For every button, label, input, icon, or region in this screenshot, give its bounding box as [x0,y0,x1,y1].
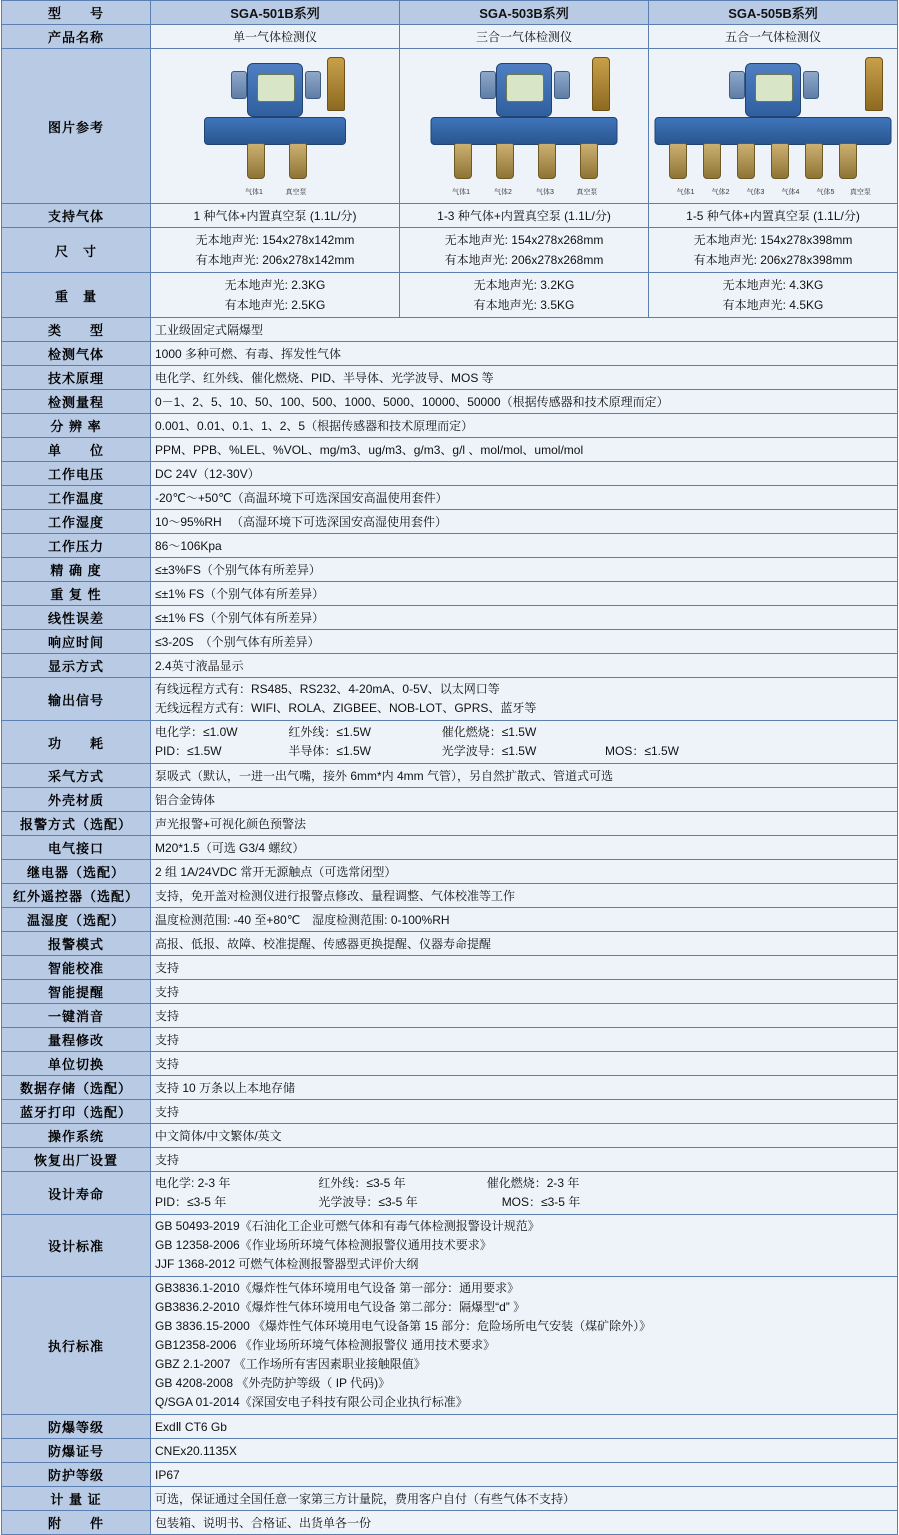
row-label-work-humidity: 工作湿度 [2,510,151,534]
accuracy-value: ≤±3%FS（个别气体有所差异） [151,558,898,582]
repeat-value: ≤±1% FS（个别气体有所差异） [151,582,898,606]
row-label-ex-level: 防爆等级 [2,1415,151,1439]
size-line: 无本地声光: 154x278x142mm [195,233,355,247]
display-value: 2.4英寸液晶显示 [151,654,898,678]
sensor-probe-icon [771,143,789,179]
row-label-temp-humi-opt: 温湿度（选配） [2,908,151,932]
row-label-smart-remind: 智能提醒 [2,980,151,1004]
life-val: 2-3 年 [546,1176,580,1190]
detector-side-cap-icon [803,71,819,99]
table-row-design-standard [2,1215,898,1277]
caption-text: 气体3 [746,189,765,196]
row-label-output: 输出信号 [2,678,151,721]
life-key: 电化学: [155,1176,198,1190]
table-row-sampling [2,764,898,788]
model-col-1: SGA-501B系列 [151,1,400,25]
power-val: ≤1.0W [203,725,238,739]
table-row-smart-calibration [2,956,898,980]
row-label-product-name: 产品名称 [2,25,151,49]
sampling-value: 泵吸式（默认，一进一出气嘴，接外 6mm*内 4mm 气管），另自然扩散式、管道式可选 [151,764,898,788]
voltage-value: DC 24V（12-30V） [151,462,898,486]
row-label-detect-gas: 检测气体 [2,342,151,366]
table-row-metrology-cert [2,1487,898,1511]
power-val: ≤1.5W [336,725,371,739]
table-row-range [2,390,898,414]
power-val: ≤1.5W [644,744,679,758]
sensor-probe-icon [703,143,721,179]
row-label-alarm-mode: 报警模式 [2,932,151,956]
manifold-bar-icon [655,117,892,145]
table-row-support-gas [2,204,898,228]
design-life-value [151,1172,898,1215]
metrology-cert-value: 可选，保证通过全国任意一家第三方计量院，费用客户自付（有些气体不支持） [151,1487,898,1511]
table-row-protection-level [2,1463,898,1487]
temp-humi-opt-value: 温度检测范围: -40 至+80℃ 湿度检测范围: 0-100%RH [151,908,898,932]
device-image-3 [649,49,898,204]
life-item [318,1174,483,1193]
sensor-probe-icon [289,143,307,179]
life-val: ≤3-5 年 [541,1195,581,1209]
table-row-bluetooth-print-opt [2,1100,898,1124]
support-gas-1: 1 种气体+内置真空泵 (1.1L/分) [151,204,400,228]
table-row-factory-reset [2,1148,898,1172]
spec-table [1,0,898,1535]
life-val: 2-3 年 [197,1176,231,1190]
power-key: MOS： [605,744,645,758]
table-row-work-pressure [2,534,898,558]
row-label-sampling: 采气方式 [2,764,151,788]
row-label-support-gas: 支持气体 [2,204,151,228]
table-row-product-name [2,25,898,49]
power-item [155,723,285,742]
life-item [155,1193,315,1212]
row-label-display: 显示方式 [2,654,151,678]
table-row-electrical-interface [2,836,898,860]
row-label-voltage: 工作电压 [2,462,151,486]
table-row-model [2,1,898,25]
power-item [288,723,438,742]
table-row-voltage [2,462,898,486]
weight-line: 无本地声光: 3.2KG [473,278,575,292]
vacuum-pump-icon [865,57,883,111]
caption-text: 气体4 [781,189,800,196]
vacuum-pump-icon [327,57,345,111]
power-line-1 [155,723,893,742]
row-label-linear-error: 线性误差 [2,606,151,630]
life-item [502,1193,581,1212]
table-row-linear-error [2,606,898,630]
life-val: ≤3-5 年 [378,1195,418,1209]
table-row-image-reference [2,49,898,204]
row-label-alarm-mode-opt: 报警方式（选配） [2,812,151,836]
os-value: 中文简体/中文繁体/英文 [151,1124,898,1148]
standard-line: GB 50493-2019《石油化工企业可燃气体和有毒气体检测报警设计规范》 [155,1219,540,1233]
product-name-3: 五合一气体检测仪 [649,25,898,49]
caption-text: 真空泵 [849,189,871,196]
resolution-value: 0.001、0.01、0.1、1、2、5（根据传感器和技术原理而定） [151,414,898,438]
power-item [288,742,438,761]
standard-line: GB12358-2006 《作业场所环境气体检测报警仪 通用技术要求》 [155,1338,496,1352]
power-line-2 [155,742,893,761]
power-item [442,742,602,761]
detector-side-cap-icon [231,71,247,99]
detector-head-icon [745,63,801,117]
table-row-work-humidity [2,510,898,534]
weight-3 [649,273,898,318]
size-1 [151,228,400,273]
table-row-ex-level [2,1415,898,1439]
row-label-repeat: 重 复 性 [2,582,151,606]
table-row-power [2,721,898,764]
table-row-work-temp [2,486,898,510]
row-label-response: 响应时间 [2,630,151,654]
range-modify-value: 支持 [151,1028,898,1052]
life-key: PID： [155,1195,188,1209]
protection-level-value: IP67 [151,1463,898,1487]
device-caption-2 [404,187,644,197]
life-val: ≤3-5 年 [366,1176,406,1190]
model-col-3: SGA-505B系列 [649,1,898,25]
unit-switch-value: 支持 [151,1052,898,1076]
sensor-probe-icon [737,143,755,179]
vacuum-pump-icon [592,57,610,111]
power-key: PID： [155,744,188,758]
exec-standard-value [151,1277,898,1415]
life-item [487,1174,580,1193]
row-label-work-pressure: 工作压力 [2,534,151,558]
table-row-exec-standard [2,1277,898,1415]
size-2 [400,228,649,273]
row-label-design-standard: 设计标准 [2,1215,151,1277]
power-key: 催化燃烧： [441,725,502,739]
table-row-design-life [2,1172,898,1215]
row-label-exec-standard: 执行标准 [2,1277,151,1415]
row-label-unit: 单 位 [2,438,151,462]
standard-line: GB 4208-2008 《外壳防护等级（ IP 代码)》 [155,1376,391,1390]
size-line: 无本地声光: 154x278x398mm [693,233,853,247]
power-item [442,723,537,742]
unit-value: PPM、PPB、%LEL、%VOL、mg/m3、ug/m3、g/m3、g/l 、mol/mol、umol/mol [151,438,898,462]
linear-error-value: ≤±1% FS（个别气体有所差异） [151,606,898,630]
shell-value: 铝合金铸体 [151,788,898,812]
device-caption-3 [653,187,893,197]
row-label-os: 操作系统 [2,1124,151,1148]
sensor-probe-icon [247,143,265,179]
row-label-shell: 外壳材质 [2,788,151,812]
power-item [605,742,679,761]
table-row-smart-remind [2,980,898,1004]
sensor-probe-icon [805,143,823,179]
table-row-ir-remote-opt [2,884,898,908]
life-key: MOS： [501,1195,542,1209]
detector-side-cap-icon [729,71,745,99]
manifold-bar-icon [204,117,346,145]
detector-side-cap-icon [554,71,570,99]
smart-calibration-value: 支持 [151,956,898,980]
row-label-one-key-mute: 一键消音 [2,1004,151,1028]
row-label-power: 功 耗 [2,721,151,764]
standard-line: JJF 1368-2012 可燃气体检测报警器型式评价大纲 [155,1257,419,1271]
table-row-accuracy [2,558,898,582]
row-label-ex-cert-no: 防爆证号 [2,1439,151,1463]
data-storage-opt-value: 支持 10 万条以上本地存储 [151,1076,898,1100]
life-key: 催化燃烧： [486,1176,547,1190]
caption-text: 真空泵 [285,189,307,196]
row-label-range: 检测量程 [2,390,151,414]
table-row-os [2,1124,898,1148]
caption-text: 气体3 [536,189,554,196]
size-line: 有本地声光: 206x278x398mm [693,253,853,267]
caption-text: 气体1 [452,189,471,196]
work-pressure-value: 86～106Kpa [151,534,898,558]
detector-side-cap-icon [305,71,321,99]
standard-line: GB3836.2-2010《爆炸性气体环境用电气设备 第二部分：隔爆型“d” 》 [155,1300,526,1314]
caption-text: 真空泵 [576,189,598,196]
output-value [151,678,898,721]
row-label-work-temp: 工作温度 [2,486,151,510]
table-row-response [2,630,898,654]
power-val: ≤1.5W [501,725,537,739]
caption-text: 气体2 [494,189,512,196]
row-label-category: 类 型 [2,318,151,342]
power-val: ≤1.5W [336,744,371,758]
size-3 [649,228,898,273]
power-key: 电化学： [155,725,204,739]
table-row-weight [2,273,898,318]
table-row-resolution [2,414,898,438]
row-label-size: 尺 寸 [2,228,151,273]
detector-head-icon [496,63,552,117]
life-item [318,1193,498,1212]
design-standard-value [151,1215,898,1277]
standard-line: GBZ 2.1-2007 《工作场所有害因素职业接触限值》 [155,1357,426,1371]
weight-2 [400,273,649,318]
caption-text: 气体1 [245,189,263,196]
design-life-line-2 [155,1193,893,1212]
one-key-mute-value: 支持 [151,1004,898,1028]
table-row-category [2,318,898,342]
row-label-weight: 重 量 [2,273,151,318]
detector-head-icon [247,63,303,117]
row-label-data-storage-opt: 数据存储（选配） [2,1076,151,1100]
life-key: 光学波导： [318,1195,379,1209]
row-label-ir-remote-opt: 红外遥控器（选配） [2,884,151,908]
relay-opt-value: 2 组 1A/24VDC 常开无源触点（可选常闭型） [151,860,898,884]
ex-cert-no-value: CNEx20.1135X [151,1439,898,1463]
row-label-smart-calibration: 智能校准 [2,956,151,980]
table-row-unit [2,438,898,462]
size-line: 无本地声光: 154x278x268mm [444,233,604,247]
row-label-image-reference: 图片参考 [2,49,151,204]
bluetooth-print-opt-value: 支持 [151,1100,898,1124]
table-row-accessories [2,1511,898,1535]
caption-text: 气体1 [676,189,695,196]
device-caption-1 [155,187,395,197]
work-humidity-value: 10～95%RH （高湿环境下可选深国安高湿使用套件） [151,510,898,534]
table-row-size [2,228,898,273]
table-row-range-modify [2,1028,898,1052]
table-row-alarm-mode [2,932,898,956]
size-line: 有本地声光: 206x278x142mm [195,253,355,267]
detect-gas-value: 1000 多种可燃、有毒、挥发性气体 [151,342,898,366]
table-row-relay-opt [2,860,898,884]
output-line: 无线远程方式有：WIFI、ROLA、ZIGBEE、NOB-LOT、GPRS、蓝牙等 [155,701,537,715]
power-item [155,742,285,761]
row-label-accessories: 附 件 [2,1511,151,1535]
standard-line: GB3836.1-2010《爆炸性气体环境用电气设备 第一部分：通用要求》 [155,1281,520,1295]
output-line: 有线远程方式有：RS485、RS232、4-20mA、0-5V、以太网口等 [155,682,500,696]
row-label-resolution: 分 辨 率 [2,414,151,438]
sensor-probe-icon [496,143,514,179]
sensor-probe-icon [580,143,598,179]
weight-line: 无本地声光: 4.3KG [722,278,824,292]
smart-remind-value: 支持 [151,980,898,1004]
row-label-design-life: 设计寿命 [2,1172,151,1215]
factory-reset-value: 支持 [151,1148,898,1172]
table-row-shell [2,788,898,812]
row-label-model: 型 号 [2,1,151,25]
power-key: 红外线： [288,725,337,739]
sensor-probe-icon [454,143,472,179]
range-value: 0－1、2、5、10、50、100、500、1000、5000、10000、50000（根据传感器和技术原理而定） [151,390,898,414]
caption-text: 气体2 [711,189,730,196]
standard-line: GB 12358-2006《作业场所环境气体检测报警仪通用技术要求》 [155,1238,492,1252]
sensor-probe-icon [839,143,857,179]
accessories-value: 包装箱、说明书、合格证、出货单各一份 [151,1511,898,1535]
life-item [155,1174,315,1193]
electrical-interface-value: M20*1.5（可选 G3/4 螺纹） [151,836,898,860]
device-image-2 [400,49,649,204]
power-key: 光学波导： [441,744,502,758]
product-name-2: 三合一气体检测仪 [400,25,649,49]
row-label-accuracy: 精 确 度 [2,558,151,582]
alarm-mode-value: 高报、低报、故障、校准提醒、传感器更换提醒、仪器寿命提醒 [151,932,898,956]
weight-line: 有本地声光: 4.5KG [722,298,824,312]
table-row-data-storage-opt [2,1076,898,1100]
device-image-1 [151,49,400,204]
table-row-repeat [2,582,898,606]
ir-remote-opt-value: 支持，免开盖对检测仪进行报警点修改、量程调整、气体校准等工作 [151,884,898,908]
support-gas-2: 1-3 种气体+内置真空泵 (1.1L/分) [400,204,649,228]
row-label-metrology-cert: 计 量 证 [2,1487,151,1511]
power-val: ≤1.5W [501,744,537,758]
standard-line: Q/SGA 01-2014《深国安电子科技有限公司企业执行标准》 [155,1395,468,1409]
table-row-output [2,678,898,721]
manifold-bar-icon [431,117,618,145]
power-value [151,721,898,764]
row-label-bluetooth-print-opt: 蓝牙打印（选配） [2,1100,151,1124]
power-val: ≤1.5W [187,744,222,758]
table-row-alarm-mode-opt [2,812,898,836]
weight-line: 有本地声光: 2.5KG [224,298,326,312]
table-row-temp-humi-opt [2,908,898,932]
ex-level-value: ExdⅡ CT6 Gb [151,1415,898,1439]
table-row-display [2,654,898,678]
tech-principle-value: 电化学、红外线、催化燃烧、PID、半导体、光学波导、MOS 等 [151,366,898,390]
row-label-unit-switch: 单位切换 [2,1052,151,1076]
table-row-ex-cert-no [2,1439,898,1463]
life-val: ≤3-5 年 [187,1195,227,1209]
design-life-line-1 [155,1174,893,1193]
power-key: 半导体： [288,744,337,758]
row-label-protection-level: 防护等级 [2,1463,151,1487]
size-line: 有本地声光: 206x278x268mm [444,253,604,267]
sensor-probe-icon [538,143,556,179]
row-label-factory-reset: 恢复出厂设置 [2,1148,151,1172]
row-label-tech-principle: 技术原理 [2,366,151,390]
work-temp-value: -20℃～+50℃（高温环境下可选深国安高温使用套件） [151,486,898,510]
row-label-range-modify: 量程修改 [2,1028,151,1052]
row-label-relay-opt: 继电器（选配） [2,860,151,884]
row-label-electrical-interface: 电气接口 [2,836,151,860]
response-value: ≤3-20S （个别气体有所差异） [151,630,898,654]
weight-1 [151,273,400,318]
sensor-probe-icon [669,143,687,179]
life-key: 红外线： [318,1176,367,1190]
weight-line: 无本地声光: 2.3KG [224,278,326,292]
table-row-tech-principle [2,366,898,390]
alarm-mode-opt-value: 声光报警+可视化颜色预警法 [151,812,898,836]
table-row-one-key-mute [2,1004,898,1028]
support-gas-3: 1-5 种气体+内置真空泵 (1.1L/分) [649,204,898,228]
table-row-detect-gas [2,342,898,366]
product-name-1: 单一气体检测仪 [151,25,400,49]
category-value: 工业级固定式隔爆型 [151,318,898,342]
caption-text: 气体5 [816,189,835,196]
table-row-unit-switch [2,1052,898,1076]
standard-line: GB 3836.15-2000 《爆炸性气体环境用电气设备第 15 部分：危险场所电气安装（煤矿除外）》 [155,1319,652,1333]
model-col-2: SGA-503B系列 [400,1,649,25]
detector-side-cap-icon [480,71,496,99]
weight-line: 有本地声光: 3.5KG [473,298,575,312]
